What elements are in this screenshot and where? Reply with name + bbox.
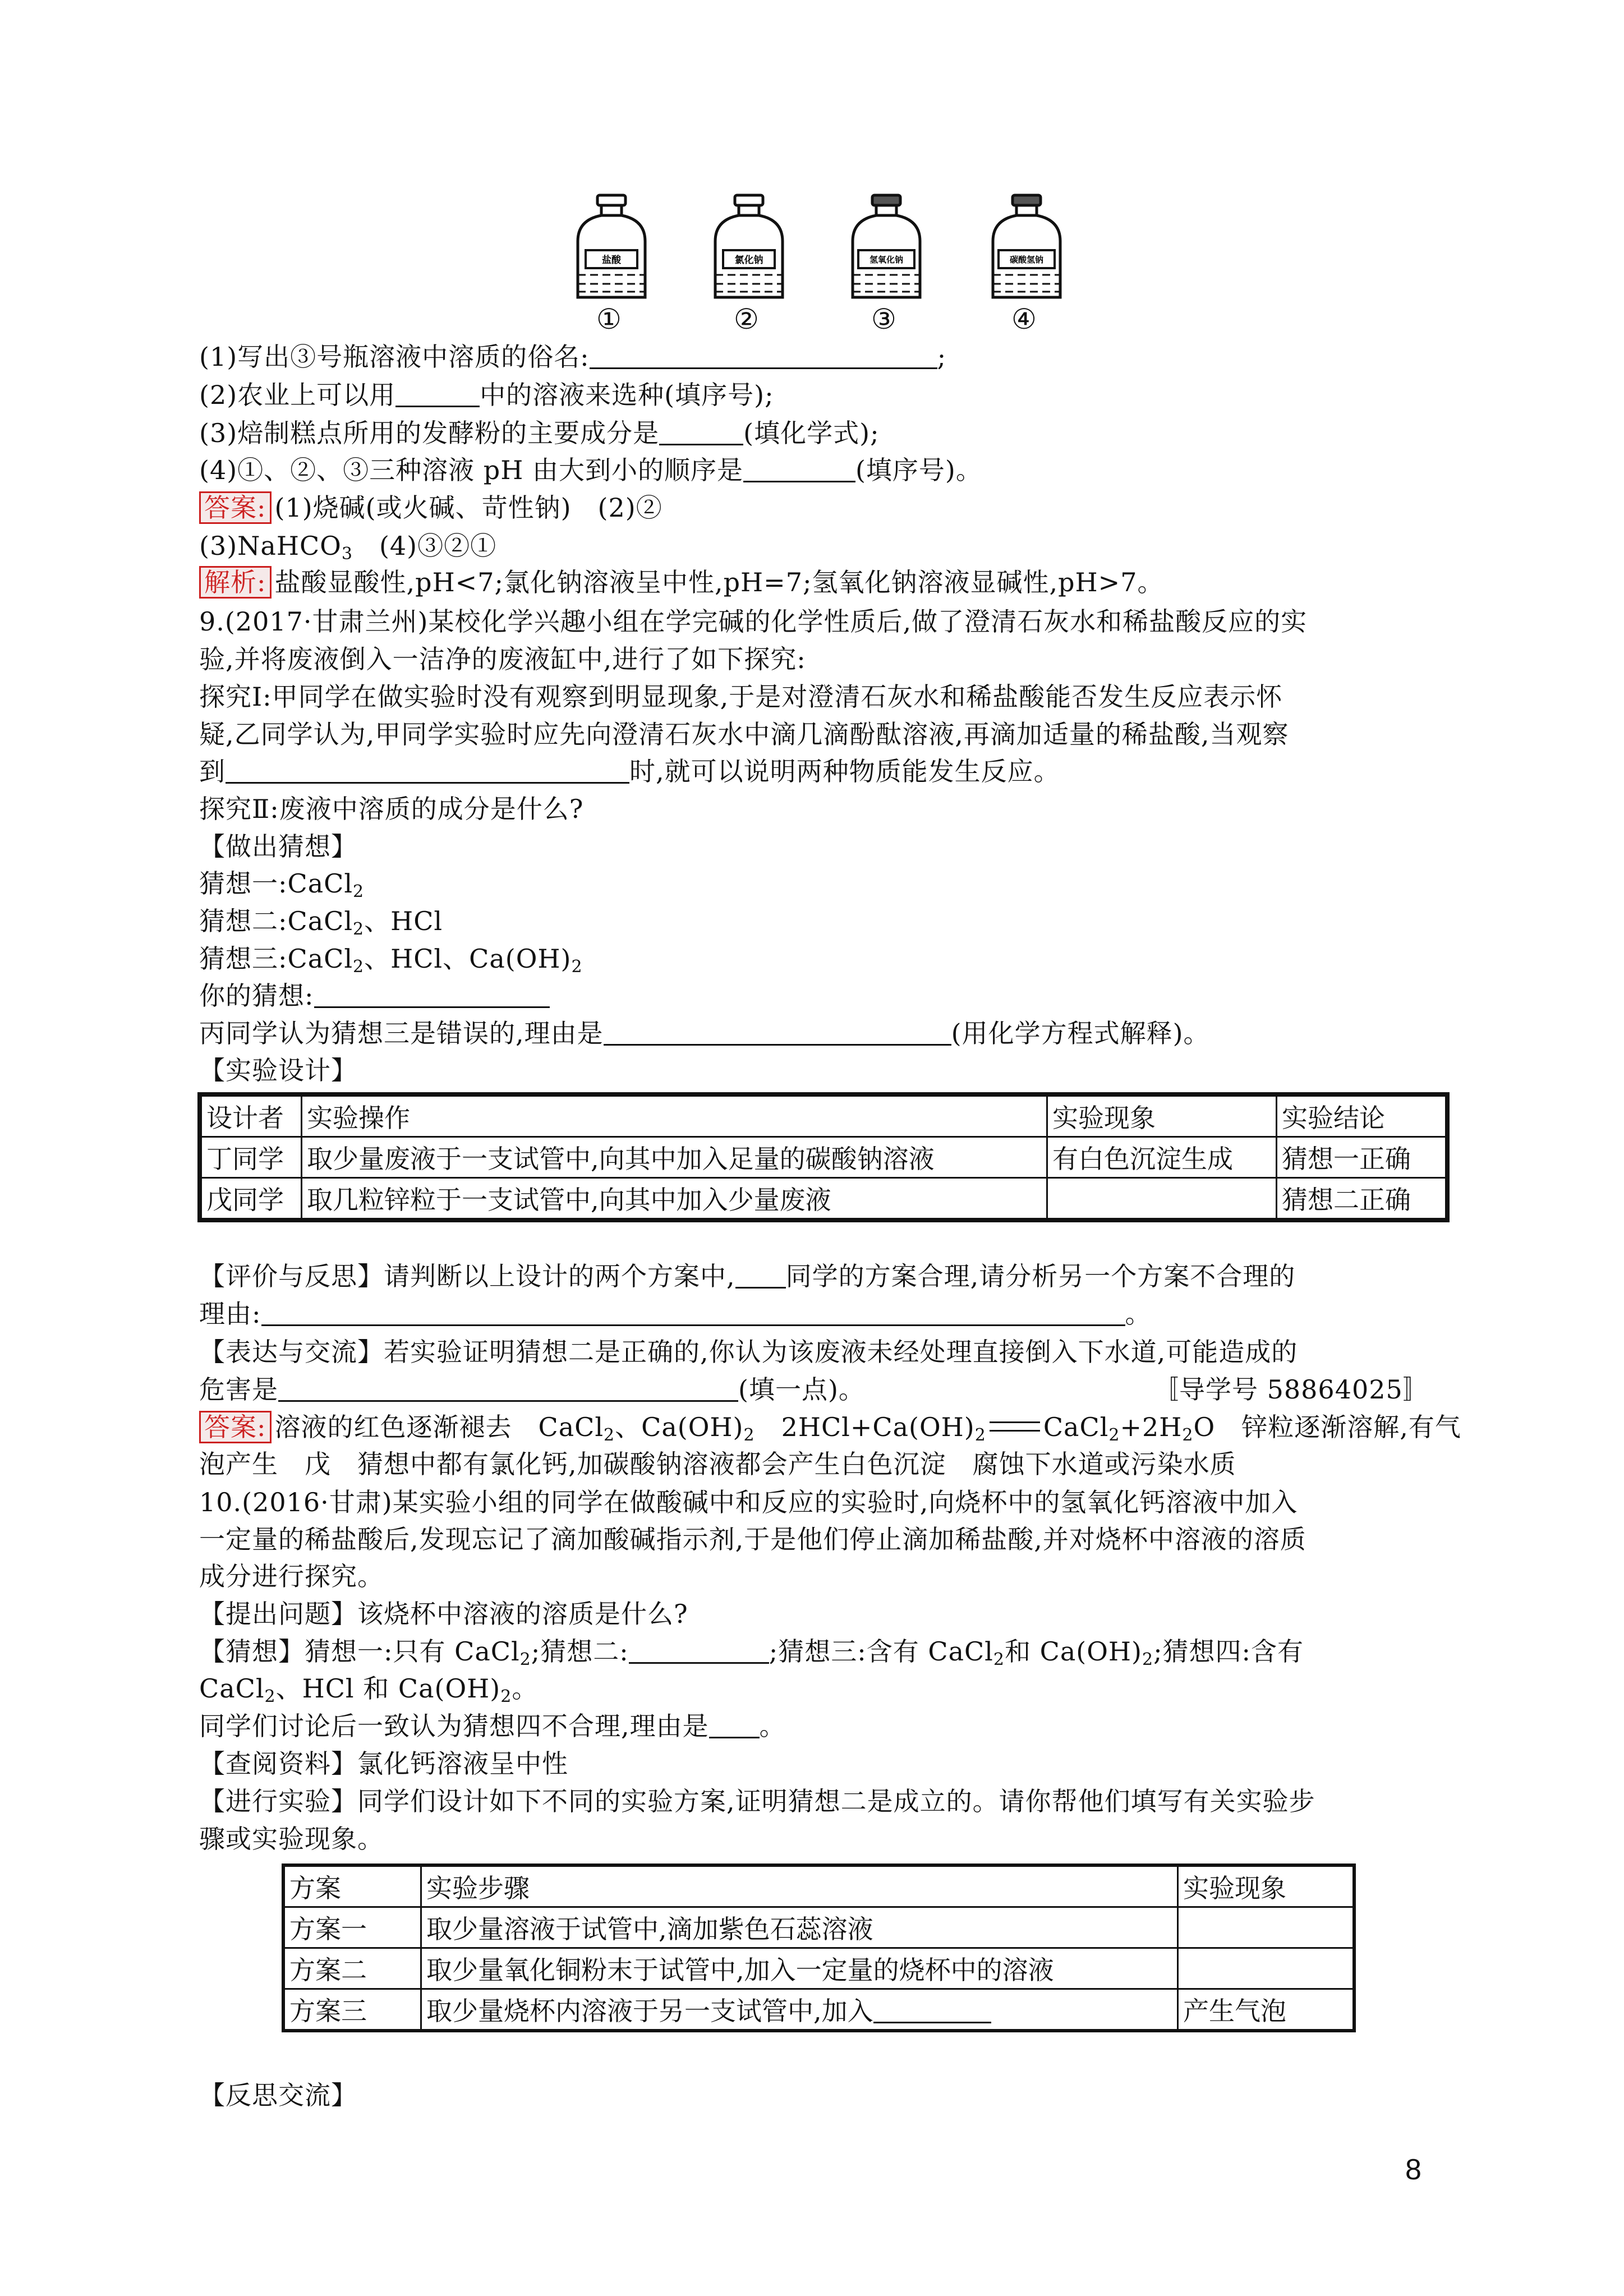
svg-text:碳酸氢钠: 碳酸氢钠	[1009, 255, 1044, 265]
table-cell: 取几粒锌粒于一支试管中,向其中加入少量废液	[302, 1178, 1047, 1221]
answer-blank[interactable]	[314, 982, 550, 1008]
q10-stem-1: 10.(2016·甘肃)某实验小组的同学在做酸碱中和反应的实验时,向烧杯中的氢氧化钙溶液中加入	[199, 1487, 1298, 1517]
bottle-number: ④	[1011, 303, 1037, 335]
table-header-cell: 设计者	[200, 1094, 302, 1137]
table-cell: 取少量烧杯内溶液于另一支试管中,加入	[421, 1989, 1178, 2031]
q9-guess-1: 猜想一:CaCl$_2$	[199, 868, 365, 901]
q9-express: 【表达与交流】若实验证明猜想二是正确的,你认为该废液未经处理直接倒入下水道,可能造成的	[199, 1337, 1298, 1367]
answer-blank[interactable]	[278, 1375, 738, 1402]
answer-blank[interactable]	[395, 381, 480, 407]
q8-answer: 答案: (1)烧碱(或火碱、苛性钠) (2)②	[199, 491, 663, 524]
table-cell: 方案二	[283, 1948, 421, 1989]
answer-tag: 答案:	[199, 491, 272, 524]
table-cell: 取少量氧化铜粉末于试管中,加入一定量的烧杯中的溶液	[421, 1948, 1178, 1989]
table-row	[200, 1178, 1447, 1221]
q9-reason: 理由: 。	[199, 1299, 1152, 1329]
bottle-number: ③	[871, 303, 896, 335]
q10-guesses: 【猜想】猜想一:只有 CaCl$_2$;猜想二: ;猜想三:含有 CaCl$_2$和 $Ca(OH)_2$;猜想四:含有	[199, 1636, 1304, 1669]
q10-reference: 【查阅资料】氯化钙溶液呈中性	[199, 1749, 568, 1779]
q8-part4: (4)①、②、③三种溶液 pH 由大到小的顺序是 (填序号)。	[199, 455, 982, 485]
table-cell: 戊同学	[200, 1178, 302, 1221]
answer-blank[interactable]	[261, 1300, 1125, 1326]
answer-blank[interactable]	[604, 1019, 951, 1046]
reagent-bottle-icon	[841, 191, 931, 303]
analysis-tag: 解析:	[199, 566, 272, 599]
bottles-figure	[0, 191, 1624, 337]
q9-guess-3: 猜想三:CaCl$_2$、HCl、$Ca(OH)_2$	[199, 944, 583, 977]
svg-text:盐酸: 盐酸	[602, 255, 621, 266]
q8-answer-cont: (3)NaHCO$_3$ (4)③②①	[199, 531, 497, 564]
q9-your-guess: 你的猜想:	[199, 979, 550, 1013]
q10-reflection: 【反思交流】	[199, 2080, 357, 2110]
table-header-cell: 实验操作	[302, 1094, 1047, 1137]
q10-stem-2: 一定量的稀盐酸后,发现忘记了滴加酸碱指示剂,于是他们停止滴加稀盐酸,并对烧杯中溶液的溶质	[199, 1524, 1306, 1554]
answer-blank[interactable]	[226, 757, 629, 784]
svg-text:氢氧化钠: 氢氧化钠	[869, 255, 904, 265]
q10-stem-3: 成分进行探究。	[199, 1561, 384, 1591]
q8-analysis: 解析: 盐酸显酸性,pH<7;氯化钠溶液呈中性,pH=7;氢氧化钠溶液显碱性,pH>7。	[199, 565, 1163, 599]
q9-explore-2: 探究Ⅱ:废液中溶质的成分是什么?	[199, 794, 584, 824]
q9-harm: 危害是 (填一点)。	[199, 1374, 865, 1405]
q9-stem-2: 验,并将废液倒入一洁净的废液缸中,进行了如下探究:	[199, 644, 806, 674]
q9-stem-1: 9.(2017·甘肃兰州)某校化学兴趣小组在学完碱的化学性质后,做了澄清石灰水和稀盐酸反应的实	[199, 606, 1308, 637]
q9-experiment-table	[197, 1092, 1450, 1222]
q10-discussion: 同学们讨论后一致认为猜想四不合理,理由是 。	[199, 1711, 786, 1741]
table-cell: 猜想二正确	[1277, 1178, 1448, 1221]
q9-section-design: 【实验设计】	[199, 1055, 357, 1085]
page-number: 8	[1405, 2154, 1421, 2186]
table-row	[283, 1989, 1354, 2031]
reagent-bottle-icon	[982, 191, 1071, 303]
double-equals-sign	[990, 1421, 1040, 1432]
reagent-bottle-icon	[704, 191, 794, 303]
table-cell[interactable]	[1178, 1948, 1355, 1989]
reagent-bottle-icon	[567, 191, 656, 303]
answer-blank[interactable]	[873, 1997, 991, 2023]
table-cell: 方案三	[283, 1989, 421, 2031]
q10-guess-4: CaCl$_2$、HCl 和 $Ca(OH)_2$。	[199, 1673, 539, 1706]
q8-part2: (2)农业上可以用 中的溶液来选种(填序号);	[199, 380, 774, 410]
table-header-cell: 实验结论	[1277, 1094, 1448, 1137]
table-header-cell: 实验现象	[1178, 1865, 1355, 1907]
table-cell: 丁同学	[200, 1137, 302, 1178]
table-header-cell: 方案	[283, 1865, 421, 1907]
answer-blank[interactable]	[709, 1712, 760, 1738]
table-cell: 取少量废液于一支试管中,向其中加入足量的碳酸钠溶液	[302, 1137, 1047, 1178]
q10-experiment-1: 【进行实验】同学们设计如下不同的实验方案,证明猜想二是成立的。请你帮他们填写有关实验步	[199, 1786, 1315, 1816]
bottle-number: ①	[596, 303, 622, 335]
q10-experiment-2: 骤或实验现象。	[199, 1824, 384, 1854]
answer-blank[interactable]	[659, 419, 743, 445]
table-header-row	[283, 1865, 1354, 1907]
q9-answer: 答案: 溶液的红色逐渐褪去 CaCl$_2$、$Ca(OH)_2$ $2HCl+Ca(OH)_2$ $CaCl_2+2H_2O$ 锌粒逐渐溶解,有气	[199, 1410, 1461, 1444]
table-cell: 产生气泡	[1178, 1989, 1355, 2031]
table-cell: 方案一	[283, 1907, 421, 1948]
q8-part1: (1)写出③号瓶溶液中溶质的俗名: ;	[199, 342, 947, 372]
q10-question: 【提出问题】该烧杯中溶液的溶质是什么?	[199, 1599, 688, 1629]
svg-text:氯化钠: 氯化钠	[734, 255, 763, 266]
q8-part3: (3)焙制糕点所用的发酵粉的主要成分是 (填化学式);	[199, 418, 880, 448]
q9-explore-1c: 到 时,就可以说明两种物质能发生反应。	[199, 756, 1060, 786]
bottle-number: ②	[734, 303, 759, 335]
table-cell: 猜想一正确	[1277, 1137, 1448, 1178]
table-row	[283, 1907, 1354, 1948]
answer-tag: 答案:	[199, 1411, 272, 1443]
table-row	[200, 1137, 1447, 1178]
table-cell: 取少量溶液于试管中,滴加紫色石蕊溶液	[421, 1907, 1178, 1948]
q9-guess-2: 猜想二:CaCl$_2$、HCl	[199, 906, 443, 939]
answer-blank[interactable]	[629, 1637, 769, 1664]
q9-answer-cont: 泡产生 戊 猜想中都有氯化钙,加碳酸钠溶液都会产生白色沉淀 腐蚀下水道或污染水质	[199, 1449, 1236, 1479]
answer-blank[interactable]	[590, 343, 937, 369]
q9-evaluation: 【评价与反思】请判断以上设计的两个方案中, 同学的方案合理,请分析另一个方案不合理的	[199, 1261, 1296, 1291]
answer-blank[interactable]	[735, 1262, 786, 1289]
q9-bing: 丙同学认为猜想三是错误的,理由是 (用化学方程式解释)。	[199, 1018, 1210, 1048]
guide-number: 〚导学号 58864025〛	[1153, 1374, 1429, 1405]
table-header-cell: 实验现象	[1047, 1094, 1277, 1137]
table-row	[283, 1948, 1354, 1989]
table-cell: 有白色沉淀生成	[1047, 1137, 1277, 1178]
table-header-cell: 实验步骤	[421, 1865, 1178, 1907]
table-header-row	[200, 1094, 1447, 1137]
answer-blank[interactable]	[743, 456, 855, 482]
q9-section-guess: 【做出猜想】	[199, 831, 357, 862]
q9-explore-1: 探究Ⅰ:甲同学在做实验时没有观察到明显现象,于是对澄清石灰水和稀盐酸能否发生反应表示怀	[199, 682, 1283, 712]
q9-explore-1b: 疑,乙同学认为,甲同学实验时应先向澄清石灰水中滴几滴酚酞溶液,再滴加适量的稀盐酸,当观察	[199, 719, 1289, 749]
q10-plan-table	[282, 1864, 1356, 2032]
table-cell[interactable]	[1178, 1907, 1355, 1948]
table-cell[interactable]	[1047, 1178, 1277, 1221]
